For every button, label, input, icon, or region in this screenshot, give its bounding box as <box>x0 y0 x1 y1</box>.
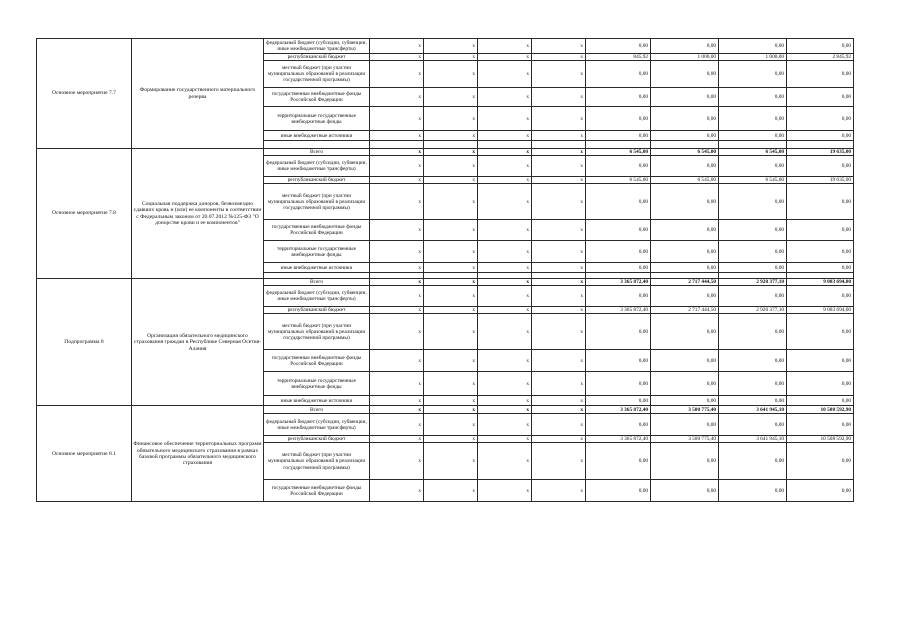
amount-cell: 0,00 <box>719 350 787 372</box>
code-cell: x <box>478 184 532 220</box>
code-cell: x <box>370 156 424 177</box>
code-cell: x <box>424 396 478 406</box>
amount-cell: 0,00 <box>586 241 651 263</box>
amount-cell: 1 000,00 <box>651 54 719 61</box>
funding-source: Всего <box>264 406 370 414</box>
code-cell: x <box>370 279 424 286</box>
amount-cell: 3 365 872,40 <box>586 307 651 314</box>
amount-cell: 0,00 <box>586 131 651 141</box>
amount-cell: 0,00 <box>719 61 787 88</box>
amount-cell: 6 545,00 <box>586 177 651 184</box>
code-cell: x <box>478 443 532 480</box>
measure-label: Основное мероприятие 8.1 <box>37 406 132 502</box>
amount-cell: 3 500 775,40 <box>651 406 719 414</box>
funding-source: территориальные государственные внебюджетные фонды <box>264 241 370 263</box>
amount-cell: 0,00 <box>787 372 854 396</box>
amount-cell: 0,00 <box>651 184 719 220</box>
code-cell: x <box>478 39 532 54</box>
amount-cell: 0,00 <box>651 414 719 436</box>
funding-source: местный бюджет (при участии муниципальных образований в реализации государственной программы) <box>264 443 370 480</box>
code-cell: x <box>424 443 478 480</box>
amount-cell: 0,00 <box>651 443 719 480</box>
measure-label: Основное мероприятие 7.8 <box>37 149 132 279</box>
code-cell: x <box>478 131 532 141</box>
amount-cell: 0,00 <box>586 443 651 480</box>
code-cell: x <box>478 61 532 88</box>
amount-cell: 0,00 <box>651 131 719 141</box>
code-cell: x <box>424 107 478 131</box>
code-cell: x <box>532 149 586 156</box>
amount-cell: 845,92 <box>586 54 651 61</box>
amount-cell: 0,00 <box>787 107 854 131</box>
amount-cell: 0,00 <box>719 414 787 436</box>
funding-source: местный бюджет (при участии муниципальных образований в реализации государственной программы) <box>264 184 370 220</box>
code-cell <box>424 141 478 149</box>
amount-cell <box>651 141 719 149</box>
amount-cell <box>787 141 854 149</box>
code-cell: x <box>478 279 532 286</box>
amount-cell: 0,00 <box>586 286 651 307</box>
funding-source: местный бюджет (при участии муниципальных образований в реализации государственной программы) <box>264 61 370 88</box>
code-cell: x <box>532 396 586 406</box>
funding-source: Всего <box>264 279 370 286</box>
code-cell: x <box>478 241 532 263</box>
amount-cell: 0,00 <box>719 156 787 177</box>
code-cell: x <box>370 263 424 273</box>
amount-cell: 0,00 <box>719 480 787 502</box>
amount-cell: 3 365 872,40 <box>586 279 651 286</box>
measure-label: Основное мероприятие 7.7 <box>37 39 132 149</box>
measure-description: Социальная поддержка доноров, безвозмездно сдавших кровь и (или) ее компоненты в соответствии с Федеральным законом от 20.07.2012 №125-ФЗ "О донорстве крови и ее компонентов" <box>132 149 264 279</box>
funding-source: государственные внебюджетные фонды Российской Федерации <box>264 480 370 502</box>
code-cell: x <box>424 314 478 350</box>
amount-cell: 0,00 <box>719 131 787 141</box>
funding-source: территориальные государственные внебюджетные фонды <box>264 107 370 131</box>
amount-cell: 0,00 <box>787 61 854 88</box>
table-row <box>37 279 854 286</box>
code-cell: x <box>532 406 586 414</box>
amount-cell: 0,00 <box>787 220 854 241</box>
code-cell: x <box>370 436 424 443</box>
amount-cell: 6 545,00 <box>586 149 651 156</box>
amount-cell: 0,00 <box>586 414 651 436</box>
amount-cell: 0,00 <box>719 241 787 263</box>
amount-cell: 0,00 <box>787 314 854 350</box>
funding-source: республиканский бюджет <box>264 307 370 314</box>
amount-cell: 2 845,92 <box>787 54 854 61</box>
funding-source <box>264 141 370 149</box>
code-cell: x <box>424 307 478 314</box>
amount-cell: 0,00 <box>787 480 854 502</box>
code-cell: x <box>532 156 586 177</box>
code-cell: x <box>532 107 586 131</box>
code-cell: x <box>532 414 586 436</box>
code-cell: x <box>532 39 586 54</box>
code-cell: x <box>532 184 586 220</box>
amount-cell: 0,00 <box>787 396 854 406</box>
code-cell: x <box>478 149 532 156</box>
funding-source: иные внебюджетные источники <box>264 131 370 141</box>
code-cell: x <box>532 263 586 273</box>
amount-cell: 3 365 872,40 <box>586 406 651 414</box>
code-cell: x <box>424 406 478 414</box>
amount-cell: 0,00 <box>651 39 719 54</box>
code-cell: x <box>478 314 532 350</box>
amount-cell: 0,00 <box>787 263 854 273</box>
amount-cell: 0,00 <box>719 39 787 54</box>
funding-source: федеральный бюджет (субсидии, субвенции, иные межбюджетные трансферты) <box>264 286 370 307</box>
funding-source: иные внебюджетные источники <box>264 396 370 406</box>
code-cell: x <box>424 350 478 372</box>
funding-source: государственные внебюджетные фонды Российской Федерации <box>264 88 370 107</box>
amount-cell: 9 003 694,00 <box>787 279 854 286</box>
amount-cell: 0,00 <box>586 480 651 502</box>
code-cell: x <box>532 61 586 88</box>
amount-cell: 0,00 <box>586 184 651 220</box>
funding-source: местный бюджет (при участии муниципальных образований в реализации государственной программы) <box>264 314 370 350</box>
code-cell: x <box>370 39 424 54</box>
code-cell: x <box>424 286 478 307</box>
amount-cell: 0,00 <box>651 350 719 372</box>
code-cell: x <box>370 61 424 88</box>
code-cell: x <box>478 107 532 131</box>
code-cell: x <box>370 350 424 372</box>
amount-cell: 1 000,00 <box>719 54 787 61</box>
code-cell: x <box>424 372 478 396</box>
code-cell: x <box>424 436 478 443</box>
table-row <box>37 39 854 54</box>
amount-cell: 10 508 592,90 <box>787 406 854 414</box>
amount-cell: 9 003 694,00 <box>787 307 854 314</box>
amount-cell: 0,00 <box>787 131 854 141</box>
code-cell: x <box>370 314 424 350</box>
funding-source: государственные внебюджетные фонды Российской Федерации <box>264 350 370 372</box>
amount-cell: 0,00 <box>787 443 854 480</box>
amount-cell: 0,00 <box>719 443 787 480</box>
amount-cell: 0,00 <box>719 184 787 220</box>
funding-source: государственные внебюджетные фонды Российской Федерации <box>264 220 370 241</box>
code-cell: x <box>370 88 424 107</box>
funding-source: республиканский бюджет <box>264 177 370 184</box>
code-cell: x <box>424 279 478 286</box>
financing-table <box>36 38 854 502</box>
amount-cell: 0,00 <box>651 107 719 131</box>
code-cell: x <box>532 286 586 307</box>
code-cell: x <box>370 149 424 156</box>
code-cell: x <box>532 443 586 480</box>
funding-source: территориальные государственные внебюджетные фонды <box>264 372 370 396</box>
amount-cell: 0,00 <box>787 156 854 177</box>
code-cell: x <box>370 307 424 314</box>
code-cell: x <box>478 372 532 396</box>
measure-description: Организация обязательного медицинского страхования граждан в Республике Северная Осетия-Алания <box>132 279 264 406</box>
code-cell: x <box>478 396 532 406</box>
code-cell: x <box>370 107 424 131</box>
amount-cell: 0,00 <box>651 396 719 406</box>
amount-cell: 0,00 <box>586 156 651 177</box>
code-cell: x <box>370 54 424 61</box>
code-cell: x <box>532 372 586 396</box>
code-cell <box>478 141 532 149</box>
measure-description: Формирование государственного материального резерва <box>132 39 264 149</box>
amount-cell: 0,00 <box>787 286 854 307</box>
amount-cell: 2 920 377,10 <box>719 307 787 314</box>
code-cell: x <box>532 314 586 350</box>
amount-cell: 0,00 <box>719 314 787 350</box>
amount-cell: 0,00 <box>651 241 719 263</box>
amount-cell: 0,00 <box>586 61 651 88</box>
code-cell: x <box>478 263 532 273</box>
code-cell: x <box>424 184 478 220</box>
amount-cell: 3 500 775,40 <box>651 436 719 443</box>
amount-cell: 0,00 <box>719 396 787 406</box>
amount-cell: 0,00 <box>651 286 719 307</box>
code-cell: x <box>532 279 586 286</box>
code-cell: x <box>424 54 478 61</box>
funding-source: Всего <box>264 149 370 156</box>
code-cell: x <box>478 286 532 307</box>
amount-cell: 2 920 377,10 <box>719 279 787 286</box>
code-cell: x <box>532 220 586 241</box>
amount-cell: 0,00 <box>787 39 854 54</box>
amount-cell: 2 717 444,50 <box>651 279 719 286</box>
code-cell: x <box>478 414 532 436</box>
amount-cell: 6 545,00 <box>719 149 787 156</box>
amount-cell: 0,00 <box>787 88 854 107</box>
funding-source: республиканский бюджет <box>264 436 370 443</box>
amount-cell: 3 365 872,40 <box>586 436 651 443</box>
table-row <box>37 406 854 414</box>
code-cell: x <box>424 220 478 241</box>
table-row <box>37 149 854 156</box>
amount-cell: 6 545,00 <box>651 149 719 156</box>
measure-description: Финансовое обеспечение территориальных программ обязательного медицинского страхования в рамках базовой программы обязательного медицинского страхования <box>132 406 264 502</box>
code-cell: x <box>370 286 424 307</box>
code-cell: x <box>424 149 478 156</box>
amount-cell: 6 545,00 <box>719 177 787 184</box>
amount-cell: 0,00 <box>787 414 854 436</box>
code-cell: x <box>370 480 424 502</box>
code-cell: x <box>478 177 532 184</box>
measure-label: Подпрограмма 8 <box>37 279 132 406</box>
table-body <box>37 39 854 502</box>
code-cell: x <box>370 414 424 436</box>
funding-source: федеральный бюджет (субсидии, субвенции, иные межбюджетные трансферты) <box>264 156 370 177</box>
code-cell: x <box>532 131 586 141</box>
amount-cell: 19 635,00 <box>787 177 854 184</box>
code-cell: x <box>424 156 478 177</box>
amount-cell: 0,00 <box>586 88 651 107</box>
amount-cell: 0,00 <box>586 372 651 396</box>
code-cell: x <box>424 88 478 107</box>
code-cell: x <box>424 61 478 88</box>
code-cell: x <box>478 220 532 241</box>
code-cell: x <box>478 307 532 314</box>
amount-cell: 0,00 <box>651 220 719 241</box>
amount-cell <box>586 141 651 149</box>
amount-cell: 0,00 <box>787 184 854 220</box>
funding-source: федеральный бюджет (субсидии, субвенции, иные межбюджетные трансферты) <box>264 39 370 54</box>
funding-source: иные внебюджетные источники <box>264 263 370 273</box>
amount-cell: 0,00 <box>586 107 651 131</box>
code-cell: x <box>532 436 586 443</box>
amount-cell: 0,00 <box>787 241 854 263</box>
code-cell: x <box>478 480 532 502</box>
amount-cell: 3 641 945,10 <box>719 406 787 414</box>
code-cell: x <box>478 436 532 443</box>
code-cell: x <box>370 372 424 396</box>
amount-cell: 0,00 <box>586 350 651 372</box>
code-cell: x <box>424 131 478 141</box>
funding-source: федеральный бюджет (субсидии, субвенции, иные межбюджетные трансферты) <box>264 414 370 436</box>
amount-cell: 0,00 <box>586 314 651 350</box>
amount-cell: 0,00 <box>651 156 719 177</box>
amount-cell: 0,00 <box>719 107 787 131</box>
code-cell: x <box>478 54 532 61</box>
code-cell: x <box>370 177 424 184</box>
code-cell: x <box>532 88 586 107</box>
code-cell: x <box>370 406 424 414</box>
amount-cell: 0,00 <box>787 350 854 372</box>
amount-cell: 0,00 <box>651 372 719 396</box>
code-cell: x <box>532 350 586 372</box>
amount-cell: 0,00 <box>586 263 651 273</box>
code-cell: x <box>370 184 424 220</box>
amount-cell: 0,00 <box>651 263 719 273</box>
code-cell: x <box>532 480 586 502</box>
amount-cell: 0,00 <box>719 220 787 241</box>
code-cell: x <box>424 39 478 54</box>
amount-cell: 0,00 <box>719 372 787 396</box>
amount-cell: 0,00 <box>586 396 651 406</box>
code-cell <box>532 141 586 149</box>
amount-cell: 10 508 592,90 <box>787 436 854 443</box>
code-cell: x <box>478 350 532 372</box>
amount-cell: 2 717 444,50 <box>651 307 719 314</box>
code-cell: x <box>478 156 532 177</box>
amount-cell: 0,00 <box>651 61 719 88</box>
code-cell: x <box>532 54 586 61</box>
amount-cell: 0,00 <box>586 39 651 54</box>
amount-cell: 6 545,00 <box>651 177 719 184</box>
amount-cell: 0,00 <box>719 263 787 273</box>
code-cell: x <box>370 443 424 480</box>
code-cell: x <box>370 220 424 241</box>
amount-cell: 0,00 <box>651 88 719 107</box>
amount-cell <box>719 141 787 149</box>
code-cell: x <box>370 131 424 141</box>
code-cell: x <box>532 307 586 314</box>
code-cell: x <box>478 88 532 107</box>
code-cell: x <box>370 396 424 406</box>
code-cell: x <box>424 177 478 184</box>
code-cell <box>370 141 424 149</box>
code-cell: x <box>424 480 478 502</box>
code-cell: x <box>532 177 586 184</box>
code-cell: x <box>424 263 478 273</box>
amount-cell: 0,00 <box>719 286 787 307</box>
amount-cell: 0,00 <box>651 314 719 350</box>
amount-cell: 0,00 <box>586 220 651 241</box>
code-cell: x <box>370 241 424 263</box>
funding-source: республиканский бюджет <box>264 54 370 61</box>
code-cell: x <box>424 241 478 263</box>
code-cell: x <box>424 414 478 436</box>
amount-cell: 19 635,00 <box>787 149 854 156</box>
code-cell: x <box>478 406 532 414</box>
amount-cell: 3 641 945,10 <box>719 436 787 443</box>
amount-cell: 0,00 <box>719 88 787 107</box>
code-cell: x <box>532 241 586 263</box>
amount-cell: 0,00 <box>651 480 719 502</box>
